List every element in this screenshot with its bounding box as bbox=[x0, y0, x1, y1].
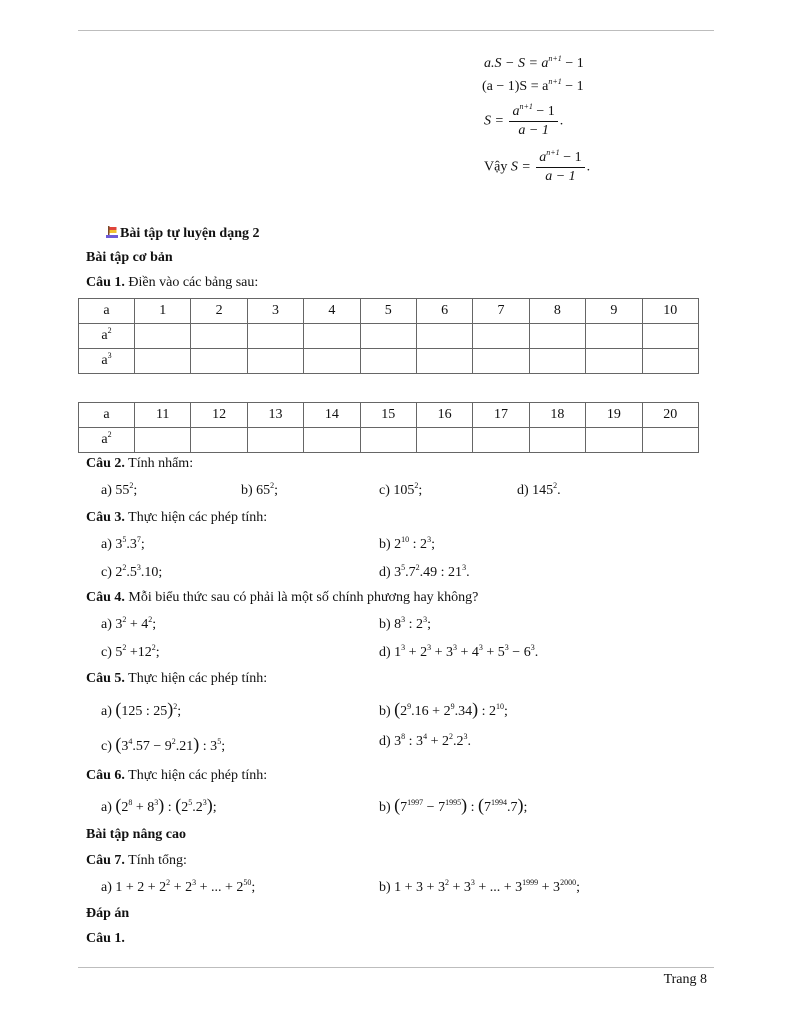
answer-cell[interactable] bbox=[473, 324, 529, 349]
answer-cell[interactable] bbox=[416, 349, 472, 374]
q3-item-a: a) $3^5.3^7$; bbox=[101, 535, 145, 552]
q5-item-a: a) (125 : 25)$^2$; bbox=[101, 699, 182, 719]
q5-item-d: d) $3^8$ : $3^4 + 2^2.2^3$. bbox=[379, 732, 471, 749]
q4-item-c: c) $5^2 +12^2$; bbox=[101, 643, 160, 660]
answer-cell[interactable] bbox=[529, 324, 585, 349]
answer-cell[interactable] bbox=[416, 428, 472, 453]
q2-item-d: d) $145^2$. bbox=[517, 481, 561, 498]
answer-question-1: Câu 1. bbox=[86, 931, 125, 946]
answer-cell[interactable] bbox=[191, 349, 247, 374]
q2-item-b: b) $65^2$; bbox=[241, 481, 279, 498]
answer-cell[interactable] bbox=[135, 428, 191, 453]
row-label: $a^2$ bbox=[79, 428, 135, 453]
q4-item-d: d) $1^3 + 2^3 + 3^3 + 4^3 + 5^3 - 6^3$. bbox=[379, 643, 539, 660]
q6-item-a: a) $(2^8 + 8^3)$ : $(2^5.2^3)$; bbox=[101, 795, 217, 815]
table-header-cell: 20 bbox=[642, 403, 698, 428]
question-3: Câu 3. Thực hiện các phép tính: bbox=[86, 510, 268, 525]
table-header-cell: 5 bbox=[360, 299, 416, 324]
answer-cell[interactable] bbox=[586, 349, 642, 374]
squares-cubes-table-1 bbox=[78, 298, 699, 374]
basic-exercises-title: Bài tập cơ bản bbox=[86, 250, 173, 265]
q7-item-a: a) $1 + 2 + 2^2 + 2^3$ + ... + $2^{50}$; bbox=[101, 878, 256, 895]
table-header-cell: a bbox=[79, 403, 135, 428]
question-5: Câu 5. Thực hiện các phép tính: bbox=[86, 671, 268, 686]
table-header-cell: 10 bbox=[642, 299, 698, 324]
answer-title: Đáp án bbox=[86, 906, 130, 921]
question-6: Câu 6. Thực hiện các phép tính: bbox=[86, 768, 268, 783]
derivation-line-2: $(a - 1)S = a^{n+1} - 1$ bbox=[482, 77, 584, 94]
answer-cell[interactable] bbox=[586, 324, 642, 349]
table-header-cell: 7 bbox=[473, 299, 529, 324]
question-4: Câu 4. Mỗi biểu thức sau có phải là một số chính phương hay không? bbox=[86, 590, 479, 605]
answer-cell[interactable] bbox=[473, 349, 529, 374]
answer-cell[interactable] bbox=[304, 428, 360, 453]
fraction: $\frac{a^{n+1} - 1}{a - 1}$ bbox=[536, 150, 584, 185]
answer-cell[interactable] bbox=[360, 324, 416, 349]
answer-cell[interactable] bbox=[529, 428, 585, 453]
answer-cell[interactable] bbox=[473, 428, 529, 453]
flag-icon bbox=[106, 226, 118, 238]
table-row bbox=[79, 299, 699, 324]
answer-cell[interactable] bbox=[135, 349, 191, 374]
question-1: Câu 1. Điền vào các bảng sau: bbox=[86, 275, 259, 290]
answer-cell[interactable] bbox=[247, 428, 303, 453]
answer-cell[interactable] bbox=[642, 349, 698, 374]
derivation-line-1: $a.S - S = a^{n+1} - 1$ bbox=[484, 54, 584, 71]
answer-cell[interactable] bbox=[191, 324, 247, 349]
answer-cell[interactable] bbox=[360, 349, 416, 374]
q6-item-b: b) $(7^{1997} - 7^{1995})$ : $(7^{1994}.7)$; bbox=[379, 795, 528, 815]
q5-item-b: b) $(2^9.16 + 2^9.34)$ : $2^{10}$; bbox=[379, 699, 508, 719]
footer-rule bbox=[78, 967, 714, 968]
table-header-cell: 11 bbox=[135, 403, 191, 428]
table-row bbox=[79, 403, 699, 428]
q5-item-c: c) $(3^4.57 - 9^2.21)$ : $3^5$; bbox=[101, 734, 226, 754]
answer-cell[interactable] bbox=[586, 428, 642, 453]
q3-item-c: c) $2^2.5^3.10$; bbox=[101, 563, 163, 580]
answer-cell[interactable] bbox=[247, 349, 303, 374]
answer-cell[interactable] bbox=[247, 324, 303, 349]
q4-item-b: b) $8^3$ : $2^3$; bbox=[379, 615, 431, 632]
table-header-cell: 13 bbox=[247, 403, 303, 428]
table-row bbox=[79, 428, 699, 453]
table-header-cell: 8 bbox=[529, 299, 585, 324]
answer-cell[interactable] bbox=[642, 428, 698, 453]
q2-item-a: a) $55^2$; bbox=[101, 481, 138, 498]
squares-table-2 bbox=[78, 402, 699, 453]
q3-item-d: d) $3^5.7^2.49$ : $21^3$. bbox=[379, 563, 470, 580]
table-header-cell: 15 bbox=[360, 403, 416, 428]
table-header-cell: 16 bbox=[416, 403, 472, 428]
table-header-cell: 14 bbox=[304, 403, 360, 428]
q7-item-b: b) $1 + 3 + 3^2 + 3^3$ + ... + $3^{1999} + 3^{2000}$; bbox=[379, 878, 580, 895]
answer-cell[interactable] bbox=[304, 324, 360, 349]
header-rule bbox=[78, 30, 714, 31]
row-label: $a^3$ bbox=[79, 349, 135, 374]
table-header-cell: 19 bbox=[586, 403, 642, 428]
table-header-cell: 18 bbox=[529, 403, 585, 428]
row-label: $a^2$ bbox=[79, 324, 135, 349]
question-2: Câu 2. Tính nhẩm: bbox=[86, 456, 194, 471]
table-header-cell: 9 bbox=[586, 299, 642, 324]
table-header-cell: 1 bbox=[135, 299, 191, 324]
derivation-conclusion: Vậy S = $\frac{a^{n+1} - 1}{a - 1}$ . bbox=[484, 148, 591, 184]
page-number: Trang 8 bbox=[663, 972, 707, 987]
table-header-cell: 4 bbox=[304, 299, 360, 324]
question-7: Câu 7. Tính tổng: bbox=[86, 853, 187, 868]
answer-cell[interactable] bbox=[304, 349, 360, 374]
fraction: $\frac{a^{n+1} - 1}{a - 1}$ bbox=[509, 104, 557, 139]
table-header-cell: 17 bbox=[473, 403, 529, 428]
q4-item-a: a) $3^2 + 4^2$; bbox=[101, 615, 157, 632]
q3-item-b: b) $2^{10}$ : $2^3$; bbox=[379, 535, 435, 552]
table-row bbox=[79, 324, 699, 349]
derivation-line-3: S = $\frac{a^{n+1} - 1}{a - 1}$ . bbox=[484, 102, 564, 138]
answer-cell[interactable] bbox=[642, 324, 698, 349]
answer-cell[interactable] bbox=[416, 324, 472, 349]
table-header-cell: a bbox=[79, 299, 135, 324]
table-header-cell: 2 bbox=[191, 299, 247, 324]
q2-item-c: c) $105^2$; bbox=[379, 481, 423, 498]
table-row bbox=[79, 349, 699, 374]
answer-cell[interactable] bbox=[529, 349, 585, 374]
section-title: Bài tập tự luyện dạng 2 bbox=[106, 226, 260, 242]
table-header-cell: 3 bbox=[247, 299, 303, 324]
answer-cell[interactable] bbox=[135, 324, 191, 349]
answer-cell[interactable] bbox=[360, 428, 416, 453]
answer-cell[interactable] bbox=[191, 428, 247, 453]
advanced-exercises-title: Bài tập nâng cao bbox=[86, 827, 186, 842]
table-header-cell: 6 bbox=[416, 299, 472, 324]
table-header-cell: 12 bbox=[191, 403, 247, 428]
